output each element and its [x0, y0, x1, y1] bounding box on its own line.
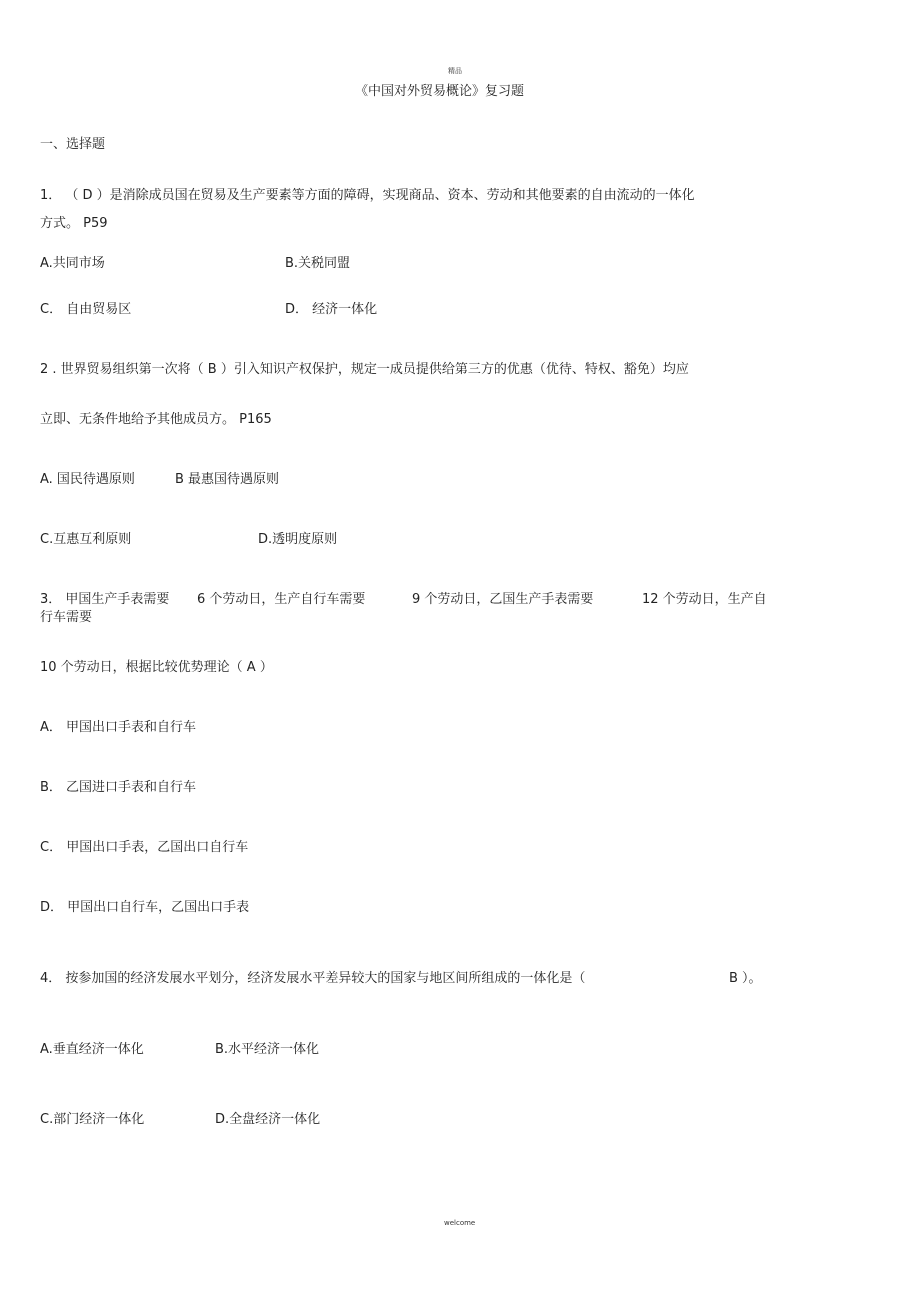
q2-option-d: D.透明度原则	[258, 532, 338, 547]
q2-line1: 2 . 世界贸易组织第一次将（ B ）引入知识产权保护，规定一成员提供给第三方的优惠（优待、特权、豁免）均应	[40, 362, 689, 377]
q1-option-a: A.共同市场	[40, 256, 105, 271]
q3-line3: 10 个劳动日，根据比较优势理论（ A ）	[40, 660, 273, 675]
q4-option-b: B.水平经济一体化	[215, 1042, 320, 1057]
header-label: 精品	[448, 67, 462, 75]
q1-option-b: B.关税同盟	[285, 256, 351, 271]
q4-option-a: A.垂直经济一体化	[40, 1042, 144, 1057]
q3-line1-part3: 9 个劳动日，乙国生产手表需要	[412, 592, 594, 607]
q1-option-c: C． 自由贸易区	[40, 302, 132, 317]
q3-line2: 行车需要	[40, 610, 93, 625]
q3-option-b: B． 乙国进口手表和自行车	[40, 780, 197, 795]
footer-label: welcome	[444, 1219, 476, 1227]
q2-option-c: C.互惠互利原则	[40, 532, 132, 547]
q4-option-d: D.全盘经济一体化	[215, 1112, 321, 1127]
q3-option-d: D． 甲国出口自行车，乙国出口手表	[40, 900, 250, 915]
q3-option-a: A． 甲国出口手表和自行车	[40, 720, 197, 735]
q3-option-c: C． 甲国出口手表，乙国出口自行车	[40, 840, 249, 855]
q4-answer: B ）。	[729, 971, 762, 986]
document-title: 《中国对外贸易概论》复习题	[355, 84, 525, 99]
q3-line1-part1: 3． 甲国生产手表需要	[40, 592, 170, 607]
section-heading: 一、选择题	[40, 137, 106, 152]
q1-option-d: D． 经济一体化	[285, 302, 378, 317]
q1-line1: 1． （ D ）是消除成员国在贸易及生产要素等方面的障碍，实现商品、资本、劳动和其他要素的自由流动的一体化	[40, 188, 695, 203]
q4-option-c: C.部门经济一体化	[40, 1112, 145, 1127]
q2-option-b: B 最惠国待遇原则	[175, 472, 280, 487]
q3-line1-part4: 12 个劳动日，生产自	[642, 592, 767, 607]
q2-line2: 立即、无条件地给予其他成员方。 P165	[40, 412, 272, 427]
q3-line1-part2: 6 个劳动日，生产自行车需要	[197, 592, 366, 607]
q4-line1: 4． 按参加国的经济发展水平划分，经济发展水平差异较大的国家与地区间所组成的一体化是（	[40, 971, 586, 986]
q1-line2: 方式。 P59	[40, 216, 108, 231]
q2-option-a: A. 国民待遇原则	[40, 472, 135, 487]
